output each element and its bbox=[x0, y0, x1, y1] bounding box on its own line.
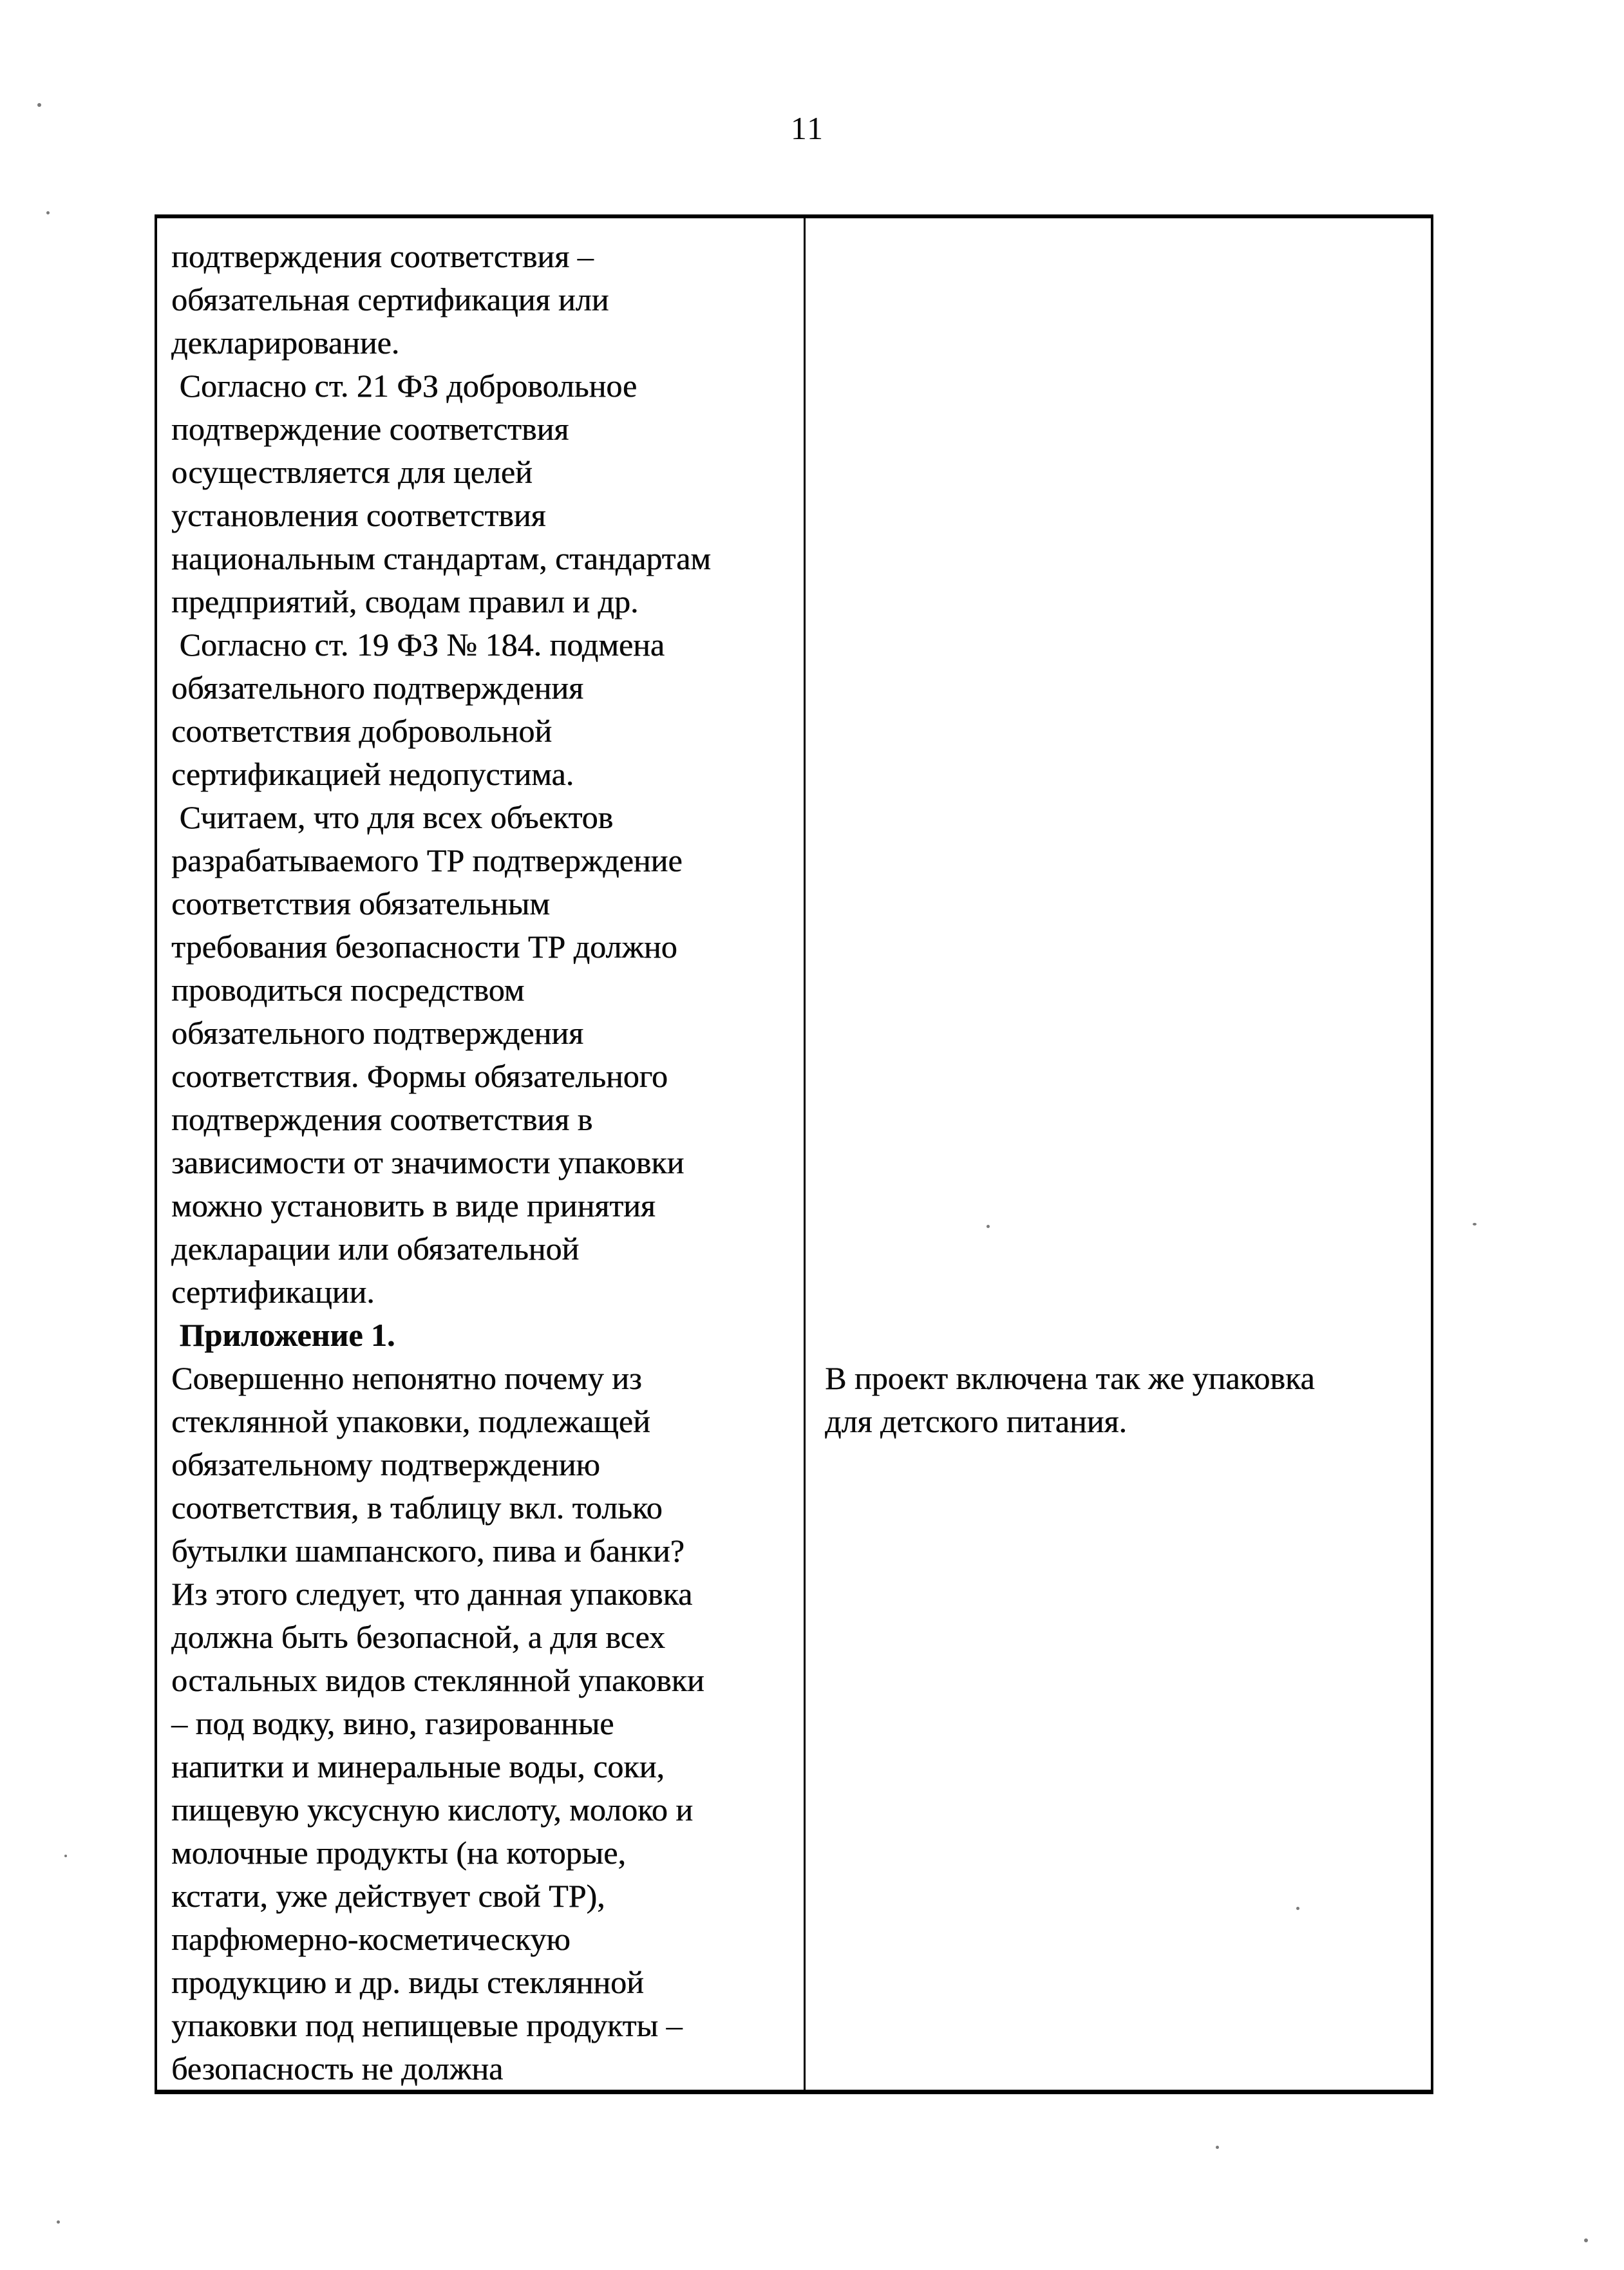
text-line: требования безопасности ТР должно bbox=[171, 929, 677, 965]
text-line: проводиться посредством bbox=[171, 972, 525, 1008]
scan-speck bbox=[1584, 2238, 1588, 2242]
text-line: установления соответствия bbox=[171, 497, 546, 533]
table-cell-right bbox=[806, 218, 1431, 2090]
comments-table bbox=[155, 214, 1433, 2094]
scan-speck bbox=[64, 1855, 67, 1857]
text-line: пищевую уксусную кислоту, молоко и bbox=[171, 1792, 694, 1828]
text-line: Из этого следует, что данная упаковка bbox=[171, 1576, 693, 1612]
text-line: обязательного подтверждения bbox=[171, 1015, 583, 1051]
text-line: обязательному подтверждению bbox=[171, 1446, 600, 1482]
text-line: соответствия. Формы обязательного bbox=[171, 1058, 668, 1094]
text-line: осуществляется для целей bbox=[171, 454, 533, 490]
text-line: напитки и минеральные воды, соки, bbox=[171, 1748, 665, 1784]
text-line: Совершенно непонятно почему из bbox=[171, 1360, 642, 1396]
text-line: Считаем, что для всех объектов bbox=[171, 799, 614, 835]
text-line: стеклянной упаковки, подлежащей bbox=[171, 1403, 650, 1439]
text-line: можно установить в виде принятия bbox=[171, 1187, 656, 1224]
text-line: соответствия добровольной bbox=[171, 713, 552, 749]
text-line: для детского питания. bbox=[825, 1403, 1127, 1439]
scan-speck bbox=[57, 2220, 60, 2224]
text-line: соответствия, в таблицу вкл. только bbox=[171, 1490, 663, 1526]
text-line: бутылки шампанского, пива и банки? bbox=[171, 1533, 685, 1569]
text-line: национальным стандартам, стандартам bbox=[171, 540, 711, 576]
text-line: продукцию и др. виды стеклянной bbox=[171, 1964, 644, 2000]
text-line: Приложение 1. bbox=[171, 1317, 395, 1353]
scan-speck bbox=[46, 211, 50, 214]
scan-speck bbox=[1216, 2146, 1219, 2149]
text-line: разрабатываемого ТР подтверждение bbox=[171, 842, 683, 878]
scan-speck bbox=[1296, 1907, 1299, 1910]
text-line: сертификации. bbox=[171, 1274, 375, 1310]
text-line: В проект включена так же упаковка bbox=[825, 1360, 1315, 1396]
text-line: Согласно ст. 21 ФЗ добровольное bbox=[171, 368, 637, 404]
text-line: подтверждения соответствия – bbox=[171, 238, 594, 274]
text-line: должна быть безопасной, а для всех bbox=[171, 1619, 665, 1655]
text-line: обязательная сертификация или bbox=[171, 281, 609, 317]
text-line: Согласно ст. 19 ФЗ № 184. подмена bbox=[171, 627, 665, 663]
text-line: парфюмерно-косметическую bbox=[171, 1921, 571, 1957]
text-line: предприятий, сводам правил и др. bbox=[171, 583, 639, 620]
text-line: декларирование. bbox=[171, 325, 400, 361]
text-line: упаковки под непищевые продукты – bbox=[171, 2007, 683, 2043]
text-line: кстати, уже действует свой ТР), bbox=[171, 1878, 605, 1914]
text-line: безопасность не должна bbox=[171, 2050, 504, 2086]
text-line: – под водку, вино, газированные bbox=[171, 1705, 614, 1741]
scan-speck bbox=[987, 1225, 990, 1228]
scan-speck bbox=[37, 103, 41, 107]
text-line: подтверждение соответствия bbox=[171, 411, 569, 447]
table-cell-left bbox=[157, 218, 806, 2090]
text-line: зависимости от значимости упаковки bbox=[171, 1144, 685, 1180]
right-cell-text bbox=[825, 1357, 1431, 1443]
scan-speck bbox=[1473, 1223, 1477, 1225]
text-line: остальных видов стеклянной упаковки bbox=[171, 1662, 704, 1698]
text-line: обязательного подтверждения bbox=[171, 670, 583, 706]
text-line: соответствия обязательным bbox=[171, 885, 550, 922]
page-number: 11 bbox=[790, 110, 825, 146]
text-line: молочные продукты (на которые, bbox=[171, 1835, 626, 1871]
text-line: сертификацией недопустима. bbox=[171, 756, 574, 792]
text-line: подтверждения соответствия в bbox=[171, 1101, 593, 1137]
text-line: декларации или обязательной bbox=[171, 1231, 580, 1267]
